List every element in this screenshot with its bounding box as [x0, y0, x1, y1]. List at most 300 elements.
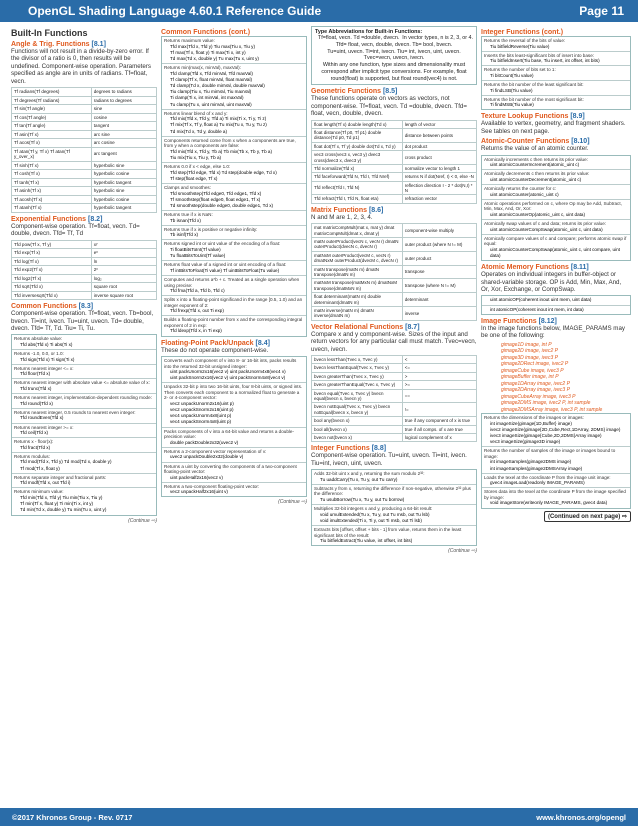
- table-row: [312, 417, 477, 425]
- entry-signature: vec4 unpackUnorm4x8(uint p): [170, 413, 232, 419]
- function-signature: Tfd reflect(Tfd I, Tfd N): [312, 181, 403, 195]
- function-entry: [162, 211, 306, 226]
- function-description: logical complement of x: [402, 433, 476, 441]
- entry-signature: Td clamp(Td x, double minVal, double maxVal): [170, 82, 265, 88]
- continue-note: (Continue ⇨): [448, 548, 477, 555]
- entry-signature: uint atomicOP(coherent inout uint mem, uint data): [490, 297, 592, 303]
- function-signature: Tf tan(Tf angle): [12, 122, 92, 131]
- entry-signature: Tf max(Tf x, float y) Ti max(Ti x, int y): [170, 49, 246, 55]
- table-row: [312, 224, 477, 238]
- section-vrel-title: Vector Relational Functions [8.7]: [311, 323, 420, 331]
- section-expo-desc: Component-wise operation. Tf=float, vecn. Td= double, dvecn. Tfd= Tf, Td: [11, 222, 140, 238]
- entry-description: Returns modulus:: [14, 453, 51, 459]
- function-entry: [12, 365, 156, 380]
- entry-signature: Tfd abs(Tfd x) Ti abs(Ti x): [20, 341, 73, 347]
- function-description: radians to degrees: [91, 96, 156, 105]
- list-item: gimage2DMSArray image, ivec3 P, int sample: [501, 406, 603, 413]
- table-row: [12, 291, 157, 300]
- entry-signature: Ti findMSB(Tiu value): [490, 102, 534, 108]
- entry-description: Loads the texel at the coordinate P from the image unit image:: [484, 474, 611, 480]
- function-description: >=: [402, 381, 476, 389]
- entry-signature: uint packUnorm2x16(vec2 v) uint packUnorm4x8(vec4 v): [170, 369, 286, 374]
- function-entry: [482, 96, 630, 110]
- expo-table: [11, 240, 157, 301]
- function-signature: Tf acos(Tf x): [12, 139, 92, 148]
- function-signature: Tfd sqrt(Tfd x): [12, 283, 92, 292]
- section-image-desc: In the image functions below, IMAGE_PARAMS may be one of the following:: [481, 324, 625, 340]
- entry-description: Returns nearest integer >= x:: [14, 424, 74, 430]
- entry-signature: Td smoothstep(double edge0, double edge1, Td x): [170, 202, 274, 208]
- function-description: 2ˣ: [91, 266, 156, 275]
- function-entry: [12, 424, 156, 439]
- function-description: arc sine: [91, 130, 156, 139]
- entry-description: Returns the bit number of the most significant bit:: [484, 96, 584, 102]
- function-entry: [482, 37, 630, 52]
- function-entry: [312, 485, 476, 505]
- int-box: [311, 469, 477, 546]
- entry-signature: Tiu mix(Tiu x, Tiu y, Tb a): [170, 154, 222, 160]
- table-row: [12, 240, 157, 249]
- entry-description: Returns x - floor(x):: [14, 439, 54, 445]
- entry-description: Returns nearest integer, 0.5 rounds to nearest even integer:: [14, 409, 136, 415]
- entry-signature: Tiu clamp(Tiu x, Tiu minVal, Tiu maxVal): [170, 89, 252, 95]
- pack-box: [161, 356, 307, 497]
- function-description: dot product: [402, 142, 476, 150]
- continue-note: (Continue ⇨): [128, 517, 157, 524]
- entry-signature: int imageSize(gimage{1D,Buffer} image): [490, 420, 572, 426]
- section-angle-title: Angle & Trig. Functions [8.1]: [11, 41, 106, 48]
- function-entry: [482, 156, 630, 171]
- entry-signature: Tf clamp(Tf x, float minVal, float maxVal): [170, 76, 253, 82]
- function-signature: bvecn lessThan(Tvec x, Tvec y): [312, 356, 403, 364]
- entry-signature: Tfd step(Tfd edge, Tfd x) Td step(double edge, Td x): [170, 169, 277, 175]
- section-pack-title: Floating-Point Pack/Unpack [8.4]: [161, 339, 270, 347]
- function-signature: float determinant(matN m) double determinant(dmatN m): [312, 293, 403, 307]
- atomc-box: [481, 155, 631, 261]
- table-row: [12, 161, 157, 170]
- function-description: length of vector: [402, 120, 476, 128]
- function-entry: [482, 488, 630, 507]
- column-2: [161, 26, 307, 806]
- entry-description: Clamps and smoothes:: [164, 185, 211, 190]
- function-entry: [482, 447, 630, 473]
- function-description: hyperbolic tangent: [91, 178, 156, 187]
- entry-signature: Tfd min(Tfd x, Tfd y) Tiu min(Tiu x, Tiu y): [20, 494, 103, 500]
- table-row: [312, 265, 477, 279]
- function-entry: [162, 110, 306, 137]
- entry-description: Atomically decrements c then returns its prior value:: [484, 171, 590, 177]
- entry-description: Returns absolute value:: [14, 336, 63, 342]
- function-description: cross product: [402, 151, 476, 165]
- function-entry: [162, 137, 306, 163]
- function-entry: [162, 240, 306, 261]
- function-description: hyperbolic cosine: [91, 170, 156, 179]
- table-row: [312, 381, 477, 389]
- table-row: [12, 122, 157, 131]
- function-signature: Tfd inversesqrt(Tfd x): [12, 291, 92, 300]
- table-row: [12, 88, 157, 97]
- entry-description: Returns float value of a signed int or uint encoding of a float:: [164, 262, 287, 268]
- list-item: gimage1D image, int P: [501, 341, 552, 348]
- function-signature: bvecn notEqual(Tvec x, Tvec y) bvecn notEqual(bvecn x, bvecn y): [312, 403, 403, 417]
- geom-table: [311, 120, 477, 204]
- entry-signature: vec2 unpackSnorm2x16(uint p): [170, 407, 234, 413]
- entry-signature: Tfd fract(Tfd x): [20, 444, 51, 450]
- entry-signature: ivec2 imageSize(gimage{2D,Cube,Rect,1DArray, 2DMS} image): [490, 426, 621, 432]
- entry-description: Returns maximum value:: [164, 38, 215, 43]
- function-entry: [12, 438, 156, 453]
- function-signature: matNxM transpose(matMxN m) dmatNxM transpose(dmatMxN m): [312, 279, 403, 293]
- section-angle-desc: Functions will not result in a divide-by-zero error. If the divisor of a ratio is 0, then results will be undefined. Component-wise operation. Parameters specified as angle are in units of radians. Tf=float, vecn.: [11, 48, 151, 85]
- list-item: gimage2DArray image, ivec3 P: [501, 387, 570, 394]
- table-row: [12, 96, 157, 105]
- entry-signature: Tfd sign(Tfd x) Ti sign(Ti x): [20, 356, 75, 362]
- function-entry: [482, 200, 630, 220]
- function-signature: Tf degrees(Tf radians): [12, 96, 92, 105]
- function-entry: [162, 428, 306, 448]
- function-description: <: [402, 356, 476, 364]
- entry-signature: void umulExtended(Tu x, Tu y, out Tu msb, out Tu lsb): [320, 511, 430, 517]
- entry-description: Atomically returns the counter for c:: [484, 186, 557, 192]
- entry-signature: int imageSamples(gimage2DMS image): [490, 459, 572, 465]
- section-geom-title: Geometric Functions [8.5]: [311, 88, 398, 96]
- section-int-cont-title: Integer Functions (cont.): [481, 29, 564, 36]
- entry-signature: int atomicOP(coherent inout int mem, int data): [490, 306, 584, 312]
- function-description: hyperbolic cosine: [91, 195, 156, 204]
- entry-signature: Tf mix(Tf x, Tf y, float a) Tu mix(Tu x, Tu y, Tu z): [170, 122, 267, 128]
- function-entry: [162, 316, 306, 335]
- function-description: eˣ: [91, 249, 156, 258]
- section-int-desc: Component-wise operation. Tu=uint, uvecn. Ti=int, ivecn. Tiu=int, ivecn, uint, uvecn.: [311, 452, 467, 467]
- website-link[interactable]: www.khronos.org/opengl: [536, 813, 626, 822]
- function-description: inverse: [402, 306, 476, 320]
- entry-signature: Ti findLSB(Tiu value): [490, 87, 533, 93]
- entry-signature: Ti floatBitsToInt(Tf value): [170, 246, 221, 252]
- function-entry: [312, 505, 476, 526]
- table-row: [312, 403, 477, 417]
- entry-description: Returns separate integer and fractional parts:: [14, 474, 107, 480]
- function-entry: [312, 526, 476, 545]
- entry-description: Returns min(max(x, minVal), maxVal):: [164, 65, 241, 71]
- section-tex-desc: Available to vertex, geometry, and fragment shaders. See tables on next page.: [481, 120, 626, 135]
- entry-description: Subtracts y from x, returning the difference if non-negative, otherwise 2³² plus the difference:: [314, 485, 471, 497]
- entry-description: Returns true if x is NaN:: [164, 212, 213, 218]
- angle-table: [11, 87, 157, 213]
- function-description: reflection direction I - 2 * dot(N,I) * N: [402, 181, 476, 195]
- continued-next-page[interactable]: (Continued on next page) ⇨: [544, 511, 631, 522]
- function-signature: Tf asinh(Tf x): [12, 187, 92, 196]
- copyright: ©2017 Khronos Group - Rev. 0717: [12, 813, 133, 822]
- function-signature: Tf asin(Tf x): [12, 130, 92, 139]
- entry-description: Returns linear blend of x and y:: [164, 110, 228, 116]
- table-row: [12, 139, 157, 148]
- entry-description: Returns nearest integer <= x:: [14, 365, 74, 371]
- entry-signature: Tfd round(Tfd x): [20, 400, 53, 406]
- function-description: component-wise multiply: [402, 224, 476, 238]
- function-entry: [162, 64, 306, 110]
- entry-description: Converts each component of v into 8- or 16-bit ints, packs results into the returned 32-bit unsigned integer:: [164, 358, 297, 369]
- function-signature: float distance(Tf p0, Tf p1) double distance(Td p0, Td p1): [312, 128, 403, 142]
- function-description: transpose (where N != M): [402, 279, 476, 293]
- function-signature: mat matrixCompMult(mat x, mat y) dmat matrixCompMult(dmat x, dmat y): [312, 224, 403, 238]
- section-atommem-title: Atomic Memory Functions [8.11]: [481, 264, 589, 272]
- function-description: normalize vector to length 1: [402, 164, 476, 172]
- entry-signature: uint atomicCounterCompSwap(atomic_uint c, uint data): [490, 226, 603, 232]
- function-description: transpose: [402, 265, 476, 279]
- entry-description: Returns -1.0, 0.0, or 1.0:: [14, 351, 64, 357]
- entry-signature: Tfd frexp(Tfd x, out Ti exp): [170, 308, 224, 314]
- entry-signature: uint atomicCounter(atomic_uint c): [490, 191, 559, 197]
- function-signature: Tfd exp2(Tf x): [12, 266, 92, 275]
- function-signature: vec3 cross(vec3 x, vec3 y) dvec3 cross(dvec3 x, dvec3 y): [312, 151, 403, 165]
- section-atomc-desc: Returns the value of an atomic counter.: [481, 145, 589, 153]
- function-description: arc tangent: [91, 147, 156, 161]
- table-row: [12, 257, 157, 266]
- table-row: [12, 204, 157, 213]
- function-signature: Tf radians(Tf degrees): [12, 88, 92, 97]
- function-signature: Tfd log(Tf x): [12, 257, 92, 266]
- entry-description: Returns the dimensions of the images or images:: [484, 415, 584, 421]
- function-description: hyperbolic sine: [91, 187, 156, 196]
- entry-description: Returns true if x is positive or negative infinity:: [164, 226, 258, 232]
- table-row: [12, 105, 157, 114]
- table-row: [312, 306, 477, 320]
- function-description: returns N if dot(Nref, I) < 0, else -N: [402, 173, 476, 181]
- function-description: square root: [91, 283, 156, 292]
- function-signature: Tf atanh(Tf x): [12, 204, 92, 213]
- entry-signature: Tiu bitfieldInsert(Tiu base, Tiu insert, int offset, int bits): [490, 58, 600, 64]
- continue-note: (Continue ⇨): [278, 499, 307, 506]
- function-entry: [12, 453, 156, 474]
- function-signature: Tf acosh(Tf x): [12, 195, 92, 204]
- entry-description: Returns minimum value:: [14, 489, 64, 495]
- function-description: degrees to radians: [91, 88, 156, 97]
- function-entry: [162, 226, 306, 241]
- function-signature: bvecn equal(Tvec x, Tvec y) bvecn equal(bvecn x, bvecn y): [312, 389, 403, 403]
- entry-description: Components returned come from x when a components are true, from y when a components are false:: [164, 137, 296, 149]
- entry-description: Splits x into a floating-point significand in the range [0.5, 1.0) and an integer exponent of 2:: [164, 297, 303, 308]
- entry-description: Returns 0.0 if x < edge, else 1.0:: [164, 164, 231, 170]
- function-entry: [482, 170, 630, 185]
- common-box: [11, 334, 157, 515]
- function-entry: [12, 379, 156, 394]
- page-number: Page 11: [579, 4, 624, 18]
- entry-signature: Tf intBitsToFloat(Ti value) Tf uintBitsToFloat(Tu value): [170, 267, 280, 273]
- section-matrix-desc: N and M are 1, 2, 3, 4.: [311, 213, 373, 221]
- table-row: [312, 356, 477, 364]
- entry-signature: Tu clamp(Tu x, uint minVal, uint maxVal): [170, 101, 252, 107]
- entry-description: Returns a uint by converting the components of a two-component floating-point vector:: [164, 463, 297, 474]
- function-description: >: [402, 372, 476, 380]
- function-description: ln: [91, 257, 156, 266]
- table-row: [312, 251, 477, 265]
- common-cont-box: [161, 36, 307, 337]
- abbr-line: Tu=uint, uvecn. Ti=int, ivecn. Tiu= int, ivecn, uint, uvecn. Tvec=vecn, uvecn, ivecn.: [327, 48, 461, 62]
- entry-signature: uint atomicCounterDecrement(atomic_uint c): [490, 176, 582, 182]
- entry-signature: Td max(Td x, double y) Tu max(Tu x, uint y): [170, 55, 259, 61]
- table-row: [312, 164, 477, 172]
- table-row: [12, 170, 157, 179]
- function-description: log₂: [91, 274, 156, 283]
- entry-description: Extracts bits [offset, offset + bits - 1] from value, returns them in the least significant bits of the result:: [314, 527, 462, 538]
- abbr-line: Tf=float, vecn. Td =double, dvecn. Tfd= float, vecn, double, dvecn. Tb= bool, bvecn.: [317, 35, 453, 48]
- function-description: <=: [402, 364, 476, 372]
- entry-description: Returns the number of bits set to 1:: [484, 67, 556, 73]
- entry-signature: Tfd fma(Tfd a, Tfd b, Tfd c): [170, 288, 225, 293]
- entry-signature: Tfd roundEven(Tfd x): [20, 415, 64, 421]
- column-3: [311, 26, 477, 806]
- function-description: hyperbolic tangent: [91, 204, 156, 213]
- table-row: [312, 173, 477, 181]
- function-signature: float dot(Tf x, Tf y) double dot(Td x, Td y): [312, 142, 403, 150]
- section-common-desc: Component-wise operation. Tf=float, vecn. Tb=bool, bvecn. Ti=int, ivecn. Tu=uint, uvecn. Td= double, dvecn. Tfd= Tf, Td. Tiu= Ti, Tu.: [11, 310, 154, 332]
- section-tex-title: Texture Lookup Functions [8.9]: [481, 113, 585, 121]
- function-description: refraction vector: [402, 195, 476, 203]
- builtin-functions-title: Built-In Functions: [11, 28, 88, 38]
- entry-description: Adds 32-bit uint x and y, returning the sum modulo 2³²:: [314, 471, 425, 477]
- function-description: true if any component of x is true: [402, 417, 476, 425]
- matrix-table: [311, 223, 477, 320]
- table-row: [312, 389, 477, 403]
- function-signature: Tf sinh(Tf x): [12, 161, 92, 170]
- abbr-heading-2: In vector types, n is 2, 3, or 4.: [402, 35, 473, 41]
- entry-signature: Ti bitCount(Tiu value): [490, 72, 534, 78]
- entry-signature: Td min(Td x, double y) Tu min(Tu x, uint y): [20, 507, 107, 513]
- function-entry: [12, 350, 156, 365]
- entry-description: Packs components of v into a 64-bit value and returns a double-precision value:: [164, 428, 294, 440]
- section-pack-desc: These do not operate component-wise.: [161, 346, 269, 354]
- list-item: gimage2DMS image, ivec2 P, int sample: [501, 400, 591, 407]
- function-signature: matN inverse(matN m) dmatN inverse(dmatN m): [312, 306, 403, 320]
- entry-signature: Tb isinf(Tfd x): [170, 232, 199, 238]
- table-row: [12, 195, 157, 204]
- function-signature: matNxM outerProduct(vecM c, vecN r) dmatNxM outerProduct(dvecM c, dvecN r): [312, 251, 403, 265]
- page-footer: [0, 808, 638, 826]
- function-description: outer product: [402, 251, 476, 265]
- section-int-title: Integer Functions [8.8]: [311, 445, 387, 453]
- entry-signature: uvec2 unpackDouble2x32(double v): [170, 454, 244, 460]
- function-description: outer product (where N != M): [402, 238, 476, 252]
- entry-signature: vec3 imageSize(gimage3D image): [490, 439, 561, 445]
- entry-description: Builds a floating-point number from x and the corresponding integral exponent of 2 in exp:: [164, 317, 303, 328]
- entry-signature: gvec4 imageLoad(readonly IMAGE_PARAMS): [490, 480, 585, 486]
- function-description: tangent: [91, 122, 156, 131]
- table-row: [312, 142, 477, 150]
- entry-signature: Tfd floor(Tfd x): [20, 371, 51, 377]
- entry-description: Atomically increments c then returns its prior value:: [484, 156, 588, 162]
- function-entry: [482, 235, 630, 260]
- table-row: [12, 178, 157, 187]
- column-1: [11, 26, 157, 806]
- entry-description: Returns nearest integer with absolute value <= absolute value of x:: [14, 380, 150, 386]
- entry-description: Returns a two-component floating-point vector:: [164, 483, 260, 489]
- image-params-list: [481, 342, 631, 414]
- abbr-heading: Type Abbreviations for Built-in Functions:: [315, 29, 423, 35]
- entry-description: Returns the reversal of the bits of value:: [484, 38, 566, 43]
- entry-signature: Tu floatBitsToUint(Tf value): [170, 253, 226, 259]
- function-entry: [12, 335, 156, 350]
- section-vrel-desc: Compare x and y component-wise. Sizes of the input and return vectors for any particular call must match. Tvec=vecn, uvecn, ivecn.: [311, 330, 477, 353]
- table-row: [312, 128, 477, 142]
- entry-signature: double packDouble2x32(uvec2 v): [170, 439, 239, 445]
- function-signature: bool any(bvecn x): [312, 417, 403, 425]
- table-row: [312, 433, 477, 441]
- entry-signature: Tfd trunc(Tfd x): [20, 385, 52, 391]
- function-signature: bvecn lessThanEqual(Tvec x, Tvec y): [312, 364, 403, 372]
- entry-signature: Tfd mix(Tfd x, Tfd y, Tb a) Tb mix(Tb x, Tb y, Tb a): [170, 148, 273, 154]
- function-description: cosine: [91, 113, 156, 122]
- table-row: [12, 130, 157, 139]
- entry-signature: uint packSnorm2x16(vec2 v) uint packSnorm4x8(vec4 v): [170, 375, 286, 381]
- entry-description: Inserts the bits least-significant bits of insert into base:: [484, 52, 595, 58]
- entry-description: Multiplies 32-bit integers x and y, producing a 64-bit result:: [314, 506, 433, 512]
- entry-description: Atomically compare values of c and compare; performs atomic swap if equal:: [484, 235, 627, 247]
- function-entry: [12, 488, 156, 514]
- function-entry: [312, 470, 476, 485]
- entry-description: Returns the bit number of the least significant bit:: [484, 82, 584, 88]
- function-description: !=: [402, 403, 476, 417]
- function-entry: [482, 52, 630, 67]
- table-row: [12, 187, 157, 196]
- atommem-box: [481, 295, 631, 314]
- function-entry: [162, 296, 306, 316]
- abbr-line: Within any one function, type sizes and dimensionality must correspond after implicit type conversions. For example, float round(float) is supported, but float round(vec4) is not.: [321, 62, 467, 82]
- section-image-title: Image Functions [8.12]: [481, 317, 557, 325]
- function-entry: [482, 414, 630, 447]
- function-entry: [162, 357, 306, 383]
- function-signature: Tfd normalize(Tfd x): [312, 164, 403, 172]
- entry-description: Computes and returns a*b + c. Treated as a single operation when using precise:: [164, 277, 300, 288]
- function-description: distance between points: [402, 128, 476, 142]
- function-entry: [12, 474, 156, 489]
- function-entry: [482, 81, 630, 96]
- entry-signature: Tfd mod(Tfd x, Tfd y) Td mod(Td x, double y): [20, 459, 112, 465]
- function-entry: [482, 296, 630, 305]
- table-row: [12, 113, 157, 122]
- function-signature: bvecn not(bvecn x): [312, 433, 403, 441]
- entry-signature: Tu usubBorrow(Tu x, Tu y, out Tu borrow): [320, 496, 405, 502]
- vrel-table: [311, 355, 477, 442]
- entry-signature: void imageStore(writeonly IMAGE_PARAMS, gvec4 data): [490, 500, 608, 506]
- function-entry: [482, 185, 630, 200]
- entry-description: Returns signed int or uint value of the encoding of a float:: [164, 241, 281, 247]
- entry-signature: uint packHalf2x16(vec2 v): [170, 474, 223, 480]
- table-row: [312, 372, 477, 380]
- type-abbreviations-box: [311, 26, 477, 85]
- entry-description: Stores data into the texel at the coordinate P from the image specified by image:: [484, 489, 626, 500]
- entry-signature: Tiu bitfieldExtract(Tiu value, int offset, int bits): [320, 538, 413, 543]
- list-item: gimage2DRect image, ivec2 P: [501, 361, 569, 368]
- function-signature: bvecn greaterThanEqual(Tvec x, Tvec y): [312, 381, 403, 389]
- table-row: [312, 293, 477, 307]
- list-item: gimage3D image, ivec3 P: [501, 354, 558, 361]
- function-entry: [162, 276, 306, 296]
- entry-signature: Tfd mix(Tfd x, Tfd y, Tfd a) Ti mix(Ti x, Ti y, Ti z): [170, 116, 267, 122]
- entry-signature: Tfd clamp(Tfd x, Tfd minVal, Tfd maxVal): [170, 70, 253, 76]
- entry-signature: Tb isnan(Tfd x): [170, 217, 201, 223]
- int-cont-box: [481, 36, 631, 110]
- entry-signature: Tf step(float edge, Tf x): [170, 175, 218, 181]
- function-entry: [162, 163, 306, 184]
- function-signature: Tfd log2(Tf x): [12, 274, 92, 283]
- function-description: inverse square root: [91, 291, 156, 300]
- function-entry: [482, 66, 630, 81]
- entry-signature: Tf min(Tf x, float y) Ti min(Ti x, int y): [20, 501, 94, 507]
- function-signature: matN outerProduct(vecN c, vecN r) dmatN outerProduct(dvecN c, dvecN r): [312, 238, 403, 252]
- function-description: hyperbolic sine: [91, 161, 156, 170]
- table-row: [312, 151, 477, 165]
- function-description: determinant: [402, 293, 476, 307]
